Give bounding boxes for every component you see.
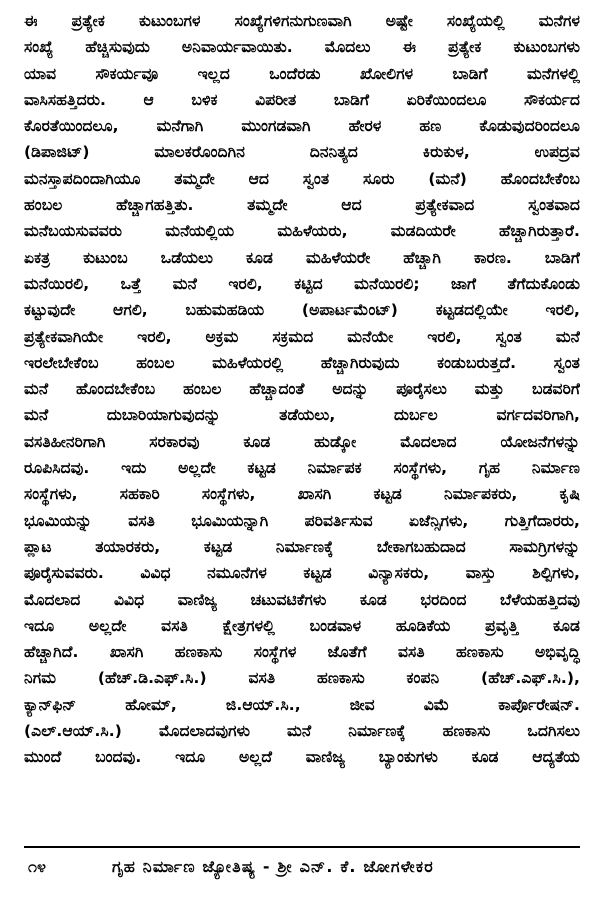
text-line-18: ರೂಪಿಸಿದವು. ಇದು ಅಲ್ಲದೇ ಕಟ್ಟಡ ನಿರ್ಮಾಪಕ ಸಂಸ್ಥೆಗಳು, ಗೃಹ ನಿರ್ಮಾಣ [24, 459, 580, 478]
text-line-15: ಮನೆ ಹೊಂದಬೇಕೆಂಬ ಹಂಬಲ ಹೆಚ್ಚಾದಂತೆ ಅದನ್ನು ಪೂರೈಸಲು ಮತ್ತು ಬಡವರಿಗೆ [24, 380, 580, 399]
text-line-10: ಏಕತ್ರ ಕುಟುಂಬ ಒಡೆಯಲು ಕೂಡ ಮಹಿಳೆಯರೇ ಹೆಚ್ಚಾಗಿ ಕಾರಣ. ಬಾಡಿಗೆ [24, 248, 580, 267]
text-line-23: ಮೊದಲಾದ ವಿವಿಧ ವಾಣಿಜ್ಯ ಚಟುವಟಿಕೆಗಳು ಕೂಡ ಭರದಿಂದ ಬೆಳೆಯಹತ್ತಿದವು [24, 590, 580, 609]
text-line-4: ವಾಸಿಸಹತ್ತಿದರು. ಆ ಬಳಿಕ ವಿಪರೀತ ಬಾಡಿಗೆ ಏರಿಕೆಯಿಂದಲೂ ಸೌಕರ್ಯದ [24, 90, 580, 109]
text-line-13: ಪ್ರತ್ಯೇಕವಾಗಿಯೇ ಇರಲಿ, ಅಕ್ರಮ ಸಕ್ರಮದ ಮನೆಯೇ ಇರಲಿ, ಸ್ವಂತ ಮನೆ [24, 327, 580, 346]
text-line-1: ಈ ಪ್ರತ್ಯೇಕ ಕುಟುಂಬಗಳ ಸಂಖ್ಯೆಗಳಿಗನುಗುಣವಾಗಿ ಅಷ್ಟೇ ಸಂಖ್ಯೆಯಲ್ಲಿ ಮನೆಗಳ [24, 12, 580, 30]
book-page [24, 8, 580, 901]
text-line-29: ಮುಂದೆ ಬಂದವು. ಇದೂ ಅಲ್ಲದೆ ವಾಣಿಜ್ಯ ಬ್ಯಾಂಕುಗಳು ಕೂಡ ಆದ್ಯತೆಯ [24, 748, 580, 767]
text-line-8: ಹಂಬಲ ಹೆಚ್ಚಾಗಹತ್ತಿತು. ತಮ್ಮದೇ ಆದ ಪ್ರತ್ಯೇಕವಾದ ಸ್ವಂತವಾದ [24, 196, 580, 215]
text-line-21: ಪ್ಲಾಟ ತಯಾರಕರು, ಕಟ್ಟಡ ನಿರ್ಮಾಣಕ್ಕೆ ಬೇಕಾಗಬಹುದಾದ ಸಾಮಗ್ರಿಗಳನ್ನು [24, 537, 580, 556]
text-line-11: ಮನೆಯಿರಲಿ, ಒತ್ತೆ ಮನೆ ಇರಲಿ, ಕಟ್ಟಿದ ಮನೆಯಿರಲಿ; ಜಾಗೆ ತೆಗೆದುಕೊಂಡು [24, 274, 580, 293]
text-line-9: ಮನೆಬಯಸುವವರು ಮನೆಯಲ್ಲಿಯ ಮಹಿಳೆಯರು, ಮಡದಿಯರೇ ಹೆಚ್ಚಾಗಿರುತ್ತಾರೆ. [24, 222, 580, 241]
text-line-28: (ಎಲ್.ಆಯ್.ಸಿ.) ಮೊದಲಾದವುಗಳು ಮನೆ ನಿರ್ಮಾಣಕ್ಕೆ ಹಣಕಾಸು ಒದಗಿಸಲು [24, 722, 580, 741]
text-line-7: ಮನಸ್ತಾಪದಿಂದಾಗಿಯೂ ತಮ್ಮದೇ ಆದ ಸ್ವಂತ ಸೂರು (ಮನೆ) ಹೊಂದಬೇಕೆಂಬ [24, 169, 580, 188]
running-title: ಗೃಹ ನಿರ್ಮಾಣ ಜ್ಯೋತಿಷ್ಯ - ಶ್ರೀ ಎನ್. ಕೆ. ಜೋಗಳೇಕರ [112, 857, 434, 876]
text-line-24: ಇದೂ ಅಲ್ಲದೇ ವಸತಿ ಕ್ಷೇತ್ರಗಳಲ್ಲಿ ಬಂಡವಾಳ ಹೂಡಿಕೆಯ ಪ್ರವೃತ್ತಿ ಕೂಡ [24, 616, 580, 635]
text-line-26: ನಿಗಮ (ಹೆಚ್.ಡಿ.ಎಫ್.ಸಿ.) ವಸತಿ ಹಣಕಾಸು ಕಂಪನಿ (ಹೆಚ್.ಎಫ್.ಸಿ.), [24, 669, 580, 688]
page-footer [24, 852, 580, 882]
page-number: ೧೪ [28, 857, 46, 876]
text-line-12: ಕಟ್ಟುವುದೇ ಆಗಲಿ, ಬಹುಮಹಡಿಯ (ಅಪಾರ್ಟಮೆಂಟ್) ಕಟ್ಟಡದಲ್ಲಿಯೇ ಇರಲಿ, [24, 301, 580, 320]
text-line-27: ಕ್ಯಾನ್‌ಫಿನ್ ಹೋಮ್, ಜಿ.ಆಯ್.ಸಿ., ಜೀವ ವಿಮೆ ಕಾರ್ಪೊರೇಷನ್. [24, 695, 580, 714]
text-line-16: ಮನೆ ದುಬಾರಿಯಾಗುವುದನ್ನು ತಡೆಯಲು, ದುರ್ಬಲ ವರ್ಗದವರಿಗಾಗಿ, [24, 406, 580, 425]
text-line-25: ಹೆಚ್ಚಾಗಿದೆ. ಖಾಸಗಿ ಹಣಕಾಸು ಸಂಸ್ಥೆಗಳ ಜೊತೆಗೆ ವಸತಿ ಹಣಕಾಸು ಅಭಿವೃದ್ಧಿ [24, 643, 580, 662]
text-line-20: ಭೂಮಿಯನ್ನು ವಸತಿ ಭೂಮಿಯನ್ನಾಗಿ ಪರಿವರ್ತಿಸುವ ಏಜೆನ್ಸಿಗಳು, ಗುತ್ತಿಗೆದಾರರು, [24, 511, 580, 530]
text-line-17: ವಸತಿಹೀನರಿಗಾಗಿ ಸರಕಾರವು ಕೂಡ ಹುಡ್ಕೋ ಮೊದಲಾದ ಯೋಜನೆಗಳನ್ನು [24, 432, 580, 451]
text-line-22: ಪೂರೈಸುವವರು. ವಿವಿಧ ನಮೂನೆಗಳ ಕಟ್ಟಡ ವಿನ್ಯಾಸಕರು, ವಾಸ್ತು ಶಿಲ್ಪಿಗಳು, [24, 564, 580, 583]
text-line-5: ಕೊರತೆಯಿಂದಲೂ, ಮನೆಗಾಗಿ ಮುಂಗಡವಾಗಿ ಹೇರಳ ಹಣ ಕೊಡುವುದರಿಂದಲೂ [24, 117, 580, 136]
body-paragraph [24, 8, 580, 771]
text-line-2: ಸಂಖ್ಯೆ ಹೆಚ್ಚಿಸುವುದು ಅನಿವಾರ್ಯವಾಯಿತು. ಮೊದಲು ಈ ಪ್ರತ್ಯೇಕ ಕುಟುಂಬಗಳು [24, 38, 580, 57]
text-line-6: (ಡಿಪಾಜಿಟ್) ಮಾಲಕರೊಂದಿಗಿನ ದಿನನಿತ್ಯದ ಕಿರುಕುಳ, ಉಪದ್ರವ [24, 143, 580, 162]
text-line-14: ಇರಲೇಬೇಕೆಂಬ ಹಂಬಲ ಮಹಿಳೆಯರಲ್ಲಿ ಹೆಚ್ಚಾಗಿರುವುದು ಕಂಡುಬರುತ್ತದೆ. ಸ್ವಂತ [24, 353, 580, 372]
text-line-3: ಯಾವ ಸೌಕರ್ಯವೂ ಇಲ್ಲದ ಒಂದೆರಡು ಖೋಲಿಗಳ ಬಾಡಿಗೆ ಮನೆಗಳಲ್ಲಿ [24, 64, 580, 83]
footer-divider [24, 846, 580, 848]
text-line-19: ಸಂಸ್ಥೆಗಳು, ಸಹಕಾರಿ ಸಂಸ್ಥೆಗಳು, ಖಾಸಗಿ ಕಟ್ಟಡ ನಿರ್ಮಾಪಕರು, ಕೃಷಿ [24, 485, 580, 504]
